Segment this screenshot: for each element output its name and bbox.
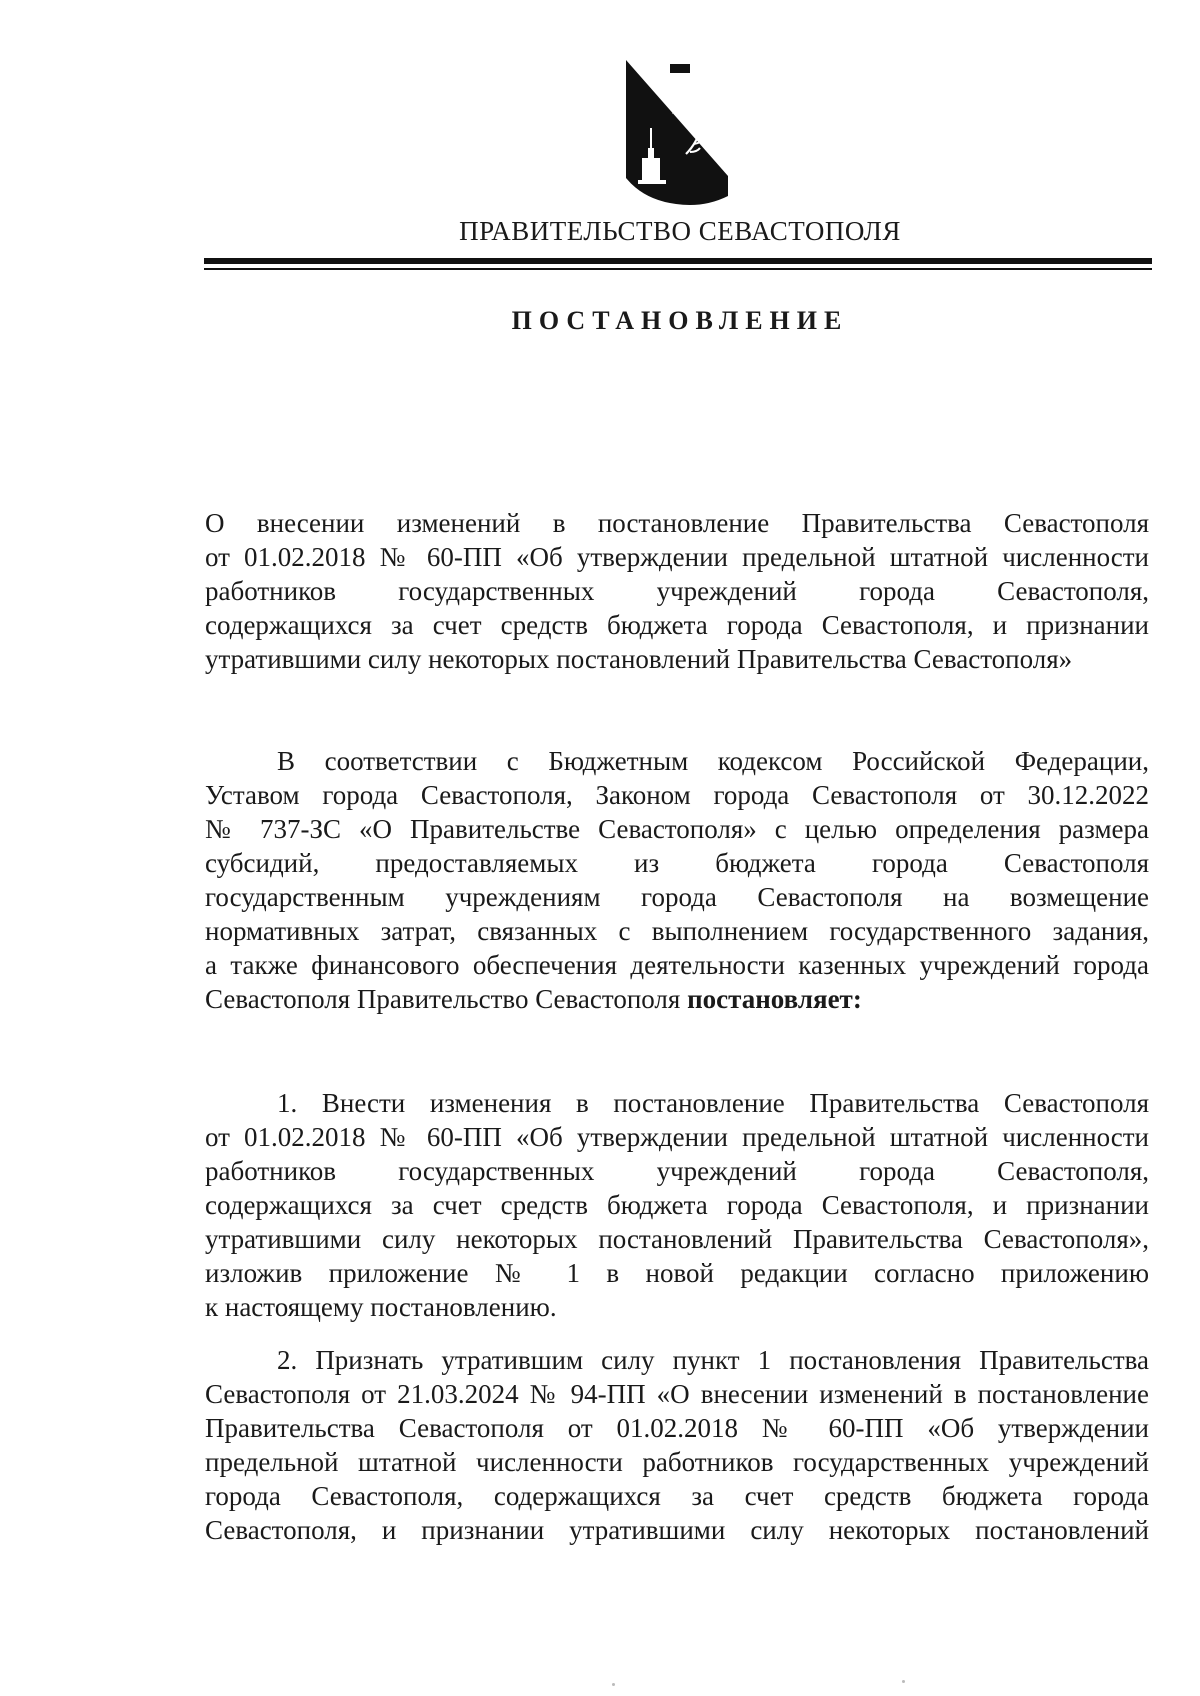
subject-line: утратившими силу некоторых постановлений Правительства Севастополя» bbox=[205, 644, 1073, 674]
clause-1-line: к настоящему постановлению. bbox=[205, 1292, 557, 1322]
resolves-keyword: постановляет: bbox=[687, 984, 862, 1014]
document-type-title: ПОСТАНОВЛЕНИЕ bbox=[511, 306, 849, 335]
clause-2-line: Правительства Севастополя от 01.02.2018 № 60-ПП «Об утверждении bbox=[205, 1413, 1149, 1443]
organization-title: ПРАВИТЕЛЬСТВО СЕВАСТОПОЛЯ bbox=[459, 216, 901, 246]
clause-2-line: 2. Признать утратившим силу пункт 1 постановления Правительства bbox=[277, 1345, 1149, 1375]
preamble-line: нормативных затрат, связанных с выполнением государственного задания, bbox=[205, 916, 1149, 946]
preamble-line: субсидий, предоставляемых из бюджета города Севастополя bbox=[205, 848, 1149, 878]
scan-speck bbox=[612, 1683, 615, 1686]
clause-1-line: от 01.02.2018 № 60-ПП «Об утверждении предельной штатной численности bbox=[205, 1122, 1149, 1152]
preamble-text: Севастополя Правительство Севастополя bbox=[205, 984, 688, 1014]
clause-2-line: города Севастополя, содержащихся за счет средств бюджета города bbox=[205, 1481, 1149, 1511]
subject-line: О внесении изменений в постановление Правительства Севастополя bbox=[205, 508, 1149, 538]
clause-2-line: Севастополя от 21.03.2024 № 94-ПП «О внесении изменений в постановление bbox=[205, 1379, 1149, 1409]
scan-speck bbox=[902, 1680, 905, 1683]
clause-1-line: изложив приложение № 1 в новой редакции согласно приложению bbox=[205, 1258, 1149, 1288]
preamble-last-line bbox=[205, 982, 1149, 1016]
preamble-line: № 737-ЗС «О Правительстве Севастополя» с целью определения размера bbox=[205, 814, 1149, 844]
clause-1-line: работников государственных учреждений города Севастополя, bbox=[205, 1156, 1149, 1186]
clause-1-line: содержащихся за счет средств бюджета города Севастополя, и признании bbox=[205, 1190, 1149, 1220]
clause-2-line: предельной штатной численности работников государственных учреждений bbox=[205, 1447, 1149, 1477]
clause-1-line: 1. Внести изменения в постановление Правительства Севастополя bbox=[277, 1088, 1149, 1118]
preamble-line: государственным учреждениям города Севастополя на возмещение bbox=[205, 882, 1149, 912]
header-rule-thick bbox=[204, 258, 1152, 264]
sevastopol-coat-of-arms-icon bbox=[620, 58, 738, 208]
clause-1-line: утратившими силу некоторых постановлений Правительства Севастополя», bbox=[205, 1224, 1149, 1254]
clause-2-paragraph bbox=[205, 1343, 1149, 1547]
preamble-line: В соответствии с Бюджетным кодексом Российской Федерации, bbox=[277, 746, 1149, 776]
subject-line: работников государственных учреждений города Севастополя, bbox=[205, 576, 1149, 606]
clause-2-line: Севастополя, и признании утратившими силу некоторых постановлений bbox=[205, 1515, 1149, 1545]
subject-paragraph bbox=[205, 506, 1149, 676]
preamble-paragraph bbox=[205, 744, 1149, 1016]
preamble-line: а также финансового обеспечения деятельности казенных учреждений города bbox=[205, 950, 1149, 980]
subject-line: содержащихся за счет средств бюджета города Севастополя, и признании bbox=[205, 610, 1149, 640]
clause-1-paragraph bbox=[205, 1086, 1149, 1324]
preamble-line: Уставом города Севастополя, Законом города Севастополя от 30.12.2022 bbox=[205, 780, 1149, 810]
header-rule-thin bbox=[204, 268, 1152, 270]
subject-line: от 01.02.2018 № 60-ПП «Об утверждении предельной штатной численности bbox=[205, 542, 1149, 572]
